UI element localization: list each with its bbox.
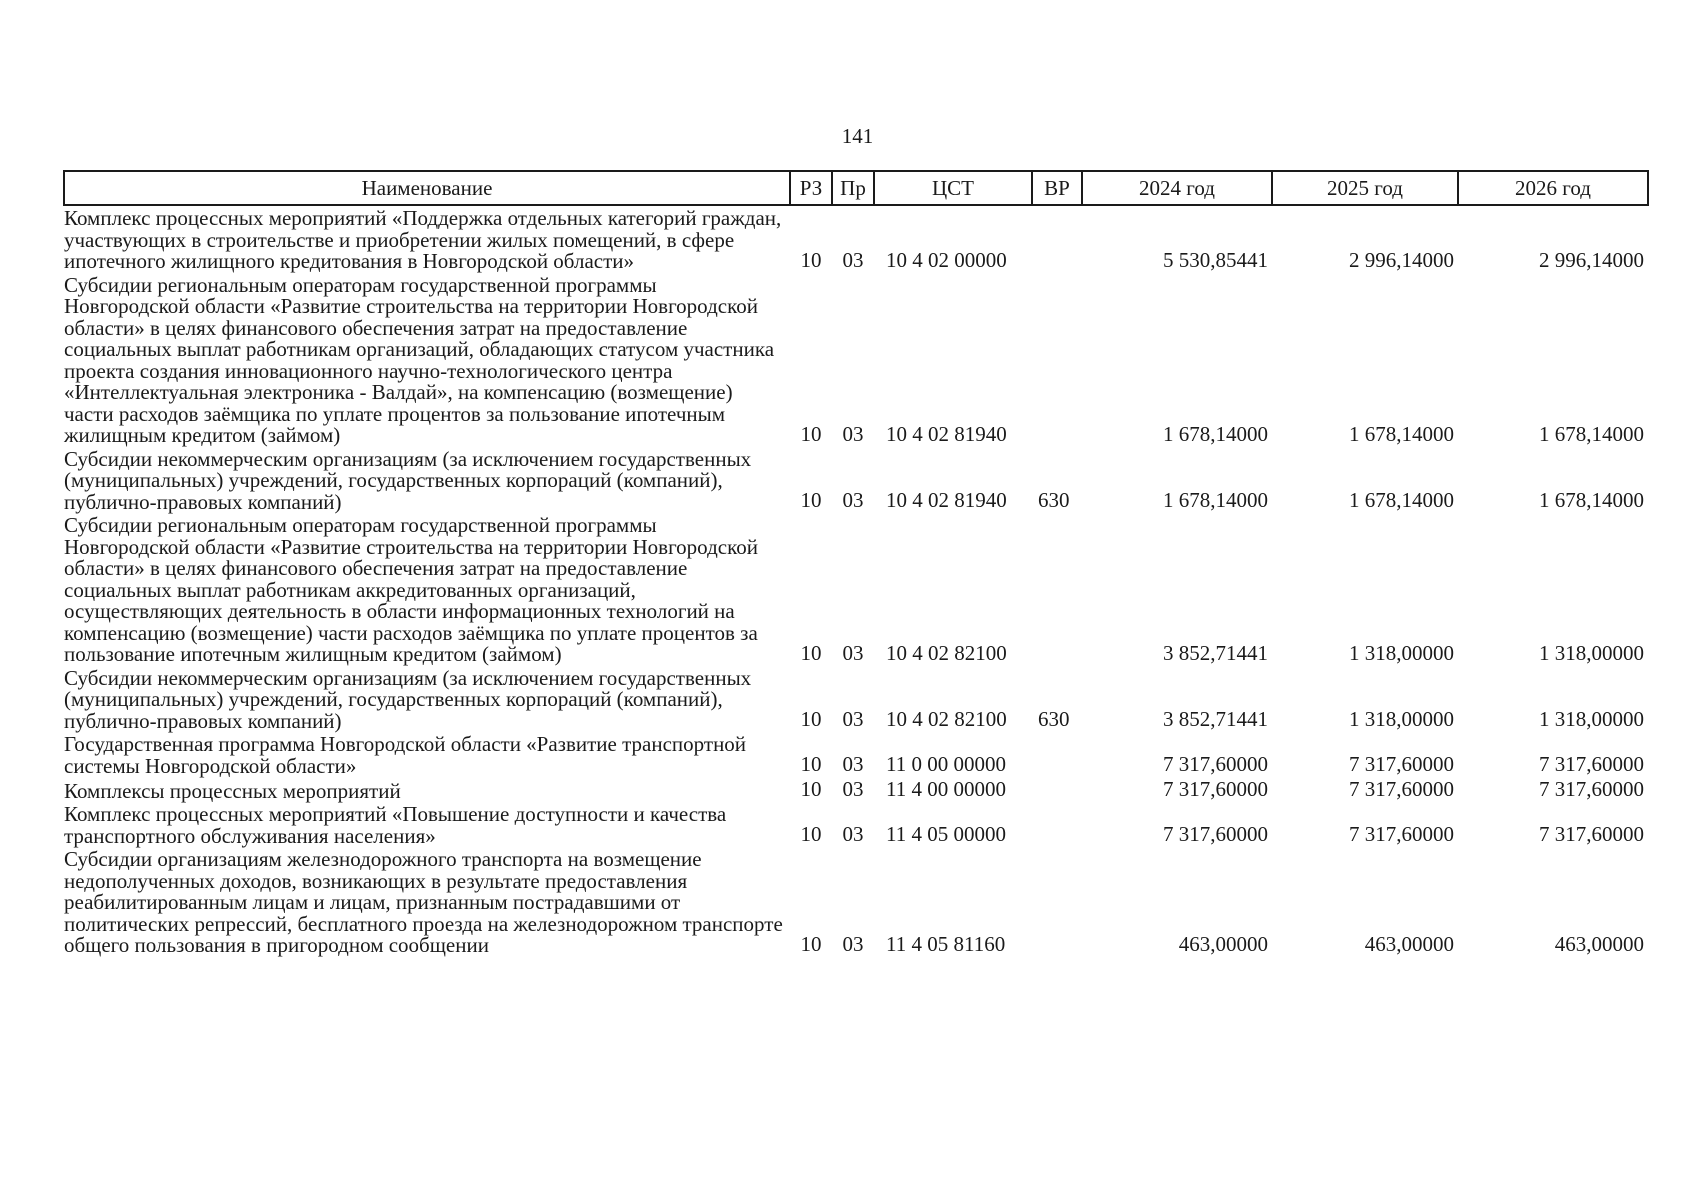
row-pr: 03 <box>842 752 864 776</box>
header-vr: ВР <box>1032 171 1082 205</box>
row-2026: 463,00000 <box>1554 931 1644 956</box>
row-name: Субсидии некоммерческим организациям (за исключением государственных (муниципальных) учреждений, государственных корпораций (компаний), публично-правовых компаний) <box>64 446 752 514</box>
row-rz: 10 <box>800 752 822 776</box>
row-2024: 463,00000 <box>1178 931 1268 956</box>
header-row <box>64 171 1648 205</box>
row-2024: 7 317,60000 <box>1163 822 1268 846</box>
row-2024: 1 678,14000 <box>1163 488 1268 512</box>
row-rz: 10 <box>800 640 822 665</box>
table-row <box>64 273 1648 447</box>
row-name: Государственная программа Новгородской области «Развитие транспортной системы Новгородской области» <box>64 732 747 778</box>
row-2025: 1 318,00000 <box>1349 640 1454 665</box>
row-rz: 10 <box>800 707 822 731</box>
row-vr <box>1032 205 1082 273</box>
row-2025: 1 318,00000 <box>1349 707 1454 731</box>
row-cst: 11 4 05 00000 <box>886 822 1006 846</box>
row-rz: 10 <box>800 777 822 801</box>
row-name: Субсидии региональным операторам государственной программы Новгородской области «Развитие строительства на территории Новгородской области» в целях финансового обеспечения затрат на предоставление социальных выплат работникам организаций, обладающих статусом участника проекта создания инновационного научно-технологического центра «Интеллектуальная электроника - Валдай», на компенсацию (возмещение) части расходов заёмщика по уплате процентов за пользование ипотечным жилищным кредитом (займом) <box>64 272 775 447</box>
row-2024: 7 317,60000 <box>1163 777 1268 801</box>
row-vr <box>1032 847 1082 957</box>
row-2024: 5 530,85441 <box>1163 247 1268 272</box>
row-rz: 10 <box>800 931 822 956</box>
row-2024: 3 852,71441 <box>1163 707 1268 731</box>
table-row <box>64 447 1648 514</box>
row-name: Субсидии региональным операторам государственной программы Новгородской области «Развитие строительства на территории Новгородской области» в целях финансового обеспечения затрат на предоставление социальных выплат работникам аккредитованных организаций, осуществляющих деятельность в области информационных технологий на компенсацию (возмещение) части расходов заёмщика по уплате процентов за пользование ипотечным жилищным кредитом (займом) <box>64 513 758 666</box>
header-2025: 2025 год <box>1272 171 1458 205</box>
table-row <box>64 777 1648 802</box>
table-row <box>64 732 1648 777</box>
row-2025: 7 317,60000 <box>1349 752 1454 776</box>
row-vr <box>1032 732 1082 777</box>
row-2025: 7 317,60000 <box>1349 822 1454 846</box>
table-row <box>64 513 1648 666</box>
row-2026: 7 317,60000 <box>1539 777 1644 801</box>
page-number: 141 <box>841 124 874 148</box>
row-2026: 1 318,00000 <box>1539 640 1644 665</box>
row-cst: 10 4 02 82100 <box>886 707 1007 731</box>
row-vr <box>1032 513 1082 666</box>
row-rz: 10 <box>800 421 822 446</box>
row-cst: 10 4 02 82100 <box>886 640 1007 665</box>
row-vr: 630 <box>1038 488 1070 512</box>
row-2026: 1 318,00000 <box>1539 707 1644 731</box>
row-2024: 7 317,60000 <box>1163 752 1268 776</box>
row-vr <box>1032 777 1082 802</box>
row-name: Субсидии некоммерческим организациям (за исключением государственных (муниципальных) учреждений, государственных корпораций (компаний), публично-правовых компаний) <box>64 665 752 733</box>
row-rz: 10 <box>800 822 822 846</box>
row-cst: 11 4 00 00000 <box>886 777 1006 801</box>
row-name: Комплексы процессных мероприятий <box>64 778 401 803</box>
row-2026: 1 678,14000 <box>1539 488 1644 512</box>
budget-table <box>63 170 1649 957</box>
row-vr <box>1032 273 1082 447</box>
row-rz: 10 <box>800 247 822 272</box>
header-2024: 2024 год <box>1082 171 1272 205</box>
row-cst: 10 4 02 81940 <box>886 488 1007 512</box>
row-name: Комплекс процессных мероприятий «Поддержка отдельных категорий граждан, участвующих в строительстве и приобретении жилых помещений, в сфере ипотечного жилищного кредитования в Новгородской области» <box>64 206 782 273</box>
row-pr: 03 <box>842 777 864 801</box>
table-body <box>64 205 1648 957</box>
row-2026: 7 317,60000 <box>1539 752 1644 776</box>
row-2025: 463,00000 <box>1364 931 1454 956</box>
header-pr: Пр <box>832 171 874 205</box>
header-name: Наименование <box>64 171 790 205</box>
row-pr: 03 <box>842 488 864 512</box>
row-2026: 1 678,14000 <box>1539 421 1644 446</box>
row-2025: 1 678,14000 <box>1349 488 1454 512</box>
row-name: Субсидии организациям железнодорожного транспорта на возмещение недополученных доходов, возникающих в результате предоставления реабилитированным лицам и лицам, признанным пострадавшими от политических репрессий, бесплатного проезда на железнодорожном транспорте общего пользования в пригородном сообщении <box>64 847 783 957</box>
row-name: Комплекс процессных мероприятий «Повышение доступности и качества транспортного обслуживания населения» <box>64 802 727 848</box>
row-2025: 7 317,60000 <box>1349 777 1454 801</box>
row-pr: 03 <box>842 822 864 846</box>
row-cst: 11 4 05 81160 <box>886 931 1006 956</box>
row-cst: 11 0 00 00000 <box>886 752 1006 776</box>
row-pr: 03 <box>842 421 864 446</box>
row-rz: 10 <box>800 488 822 512</box>
row-cst: 10 4 02 00000 <box>886 247 1007 272</box>
row-2026: 2 996,14000 <box>1539 247 1644 272</box>
header-cst: ЦСТ <box>874 171 1032 205</box>
row-pr: 03 <box>842 247 864 272</box>
header-rz: РЗ <box>790 171 832 205</box>
table-row <box>64 666 1648 733</box>
table-row <box>64 205 1648 273</box>
row-2024: 3 852,71441 <box>1163 640 1268 665</box>
row-cst: 10 4 02 81940 <box>886 421 1007 446</box>
row-pr: 03 <box>842 640 864 665</box>
row-2026: 7 317,60000 <box>1539 822 1644 846</box>
row-pr: 03 <box>842 931 864 956</box>
row-2025: 1 678,14000 <box>1349 421 1454 446</box>
header-2026: 2026 год <box>1458 171 1648 205</box>
row-vr: 630 <box>1038 707 1070 731</box>
table-row <box>64 847 1648 957</box>
table-row <box>64 802 1648 847</box>
table-header <box>64 171 1648 205</box>
row-2025: 2 996,14000 <box>1349 247 1454 272</box>
row-pr: 03 <box>842 707 864 731</box>
row-vr <box>1032 802 1082 847</box>
row-2024: 1 678,14000 <box>1163 421 1268 446</box>
